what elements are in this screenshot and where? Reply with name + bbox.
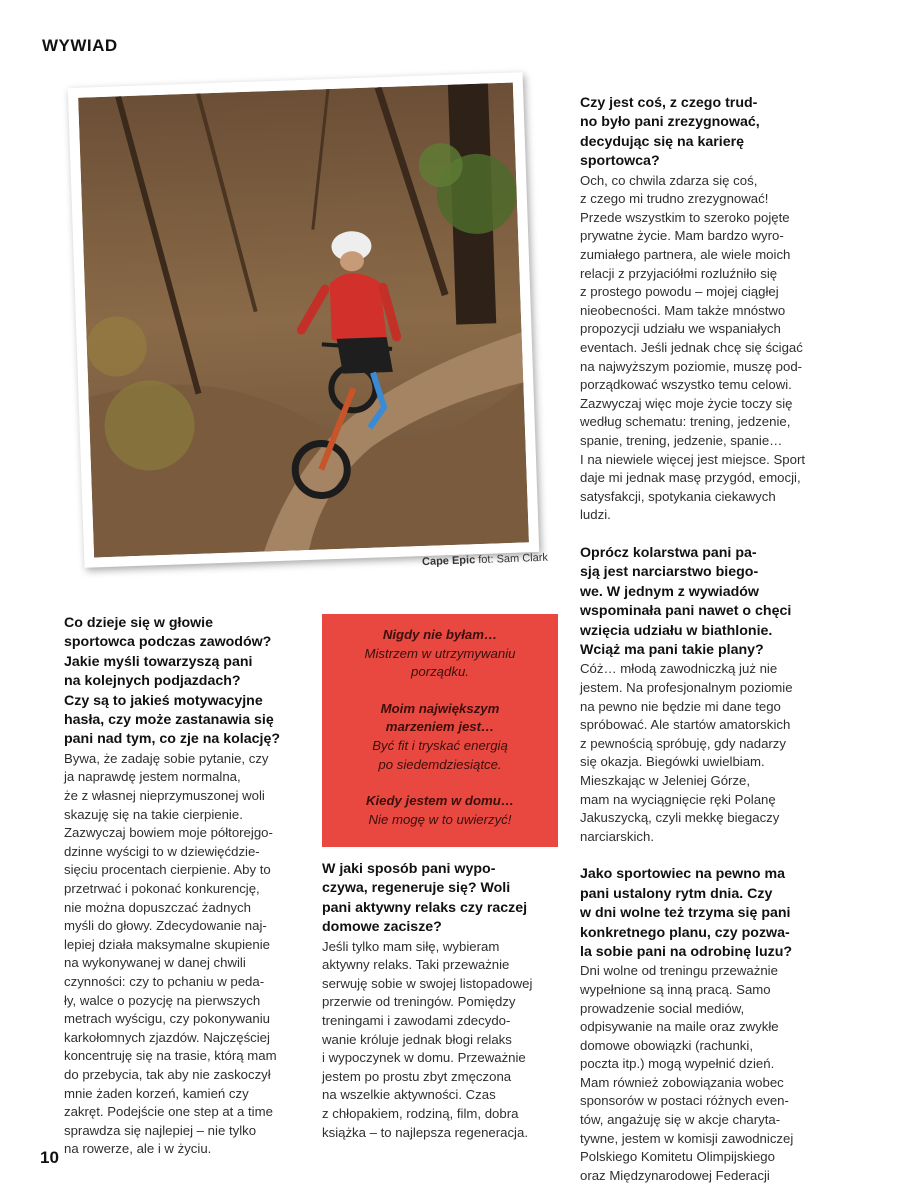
answer-line: domowe obowiązki (rachunki, bbox=[580, 1037, 753, 1053]
answer-line: Jeśli tylko mam siłę, wybieram bbox=[322, 938, 500, 954]
answer-line: oraz Międzynarodowej Federacji bbox=[580, 1167, 770, 1183]
answer-line: według schematu: trening, jedzenie, bbox=[580, 414, 791, 430]
question-line: pani aktywny relaks czy raczej bbox=[322, 899, 528, 916]
answer-line: zakręt. Podejście one step at a time bbox=[64, 1104, 273, 1120]
answer-line: sięciu procentach cierpienie. Aby to bbox=[64, 862, 271, 878]
answer-line: Mam również zobowiązania wobec bbox=[580, 1074, 784, 1090]
quote-2-lead: marzeniem jest… bbox=[385, 719, 495, 735]
answer-line: książka – to najlepsza regeneracja. bbox=[322, 1124, 528, 1140]
section-label: WYWIAD bbox=[42, 36, 118, 55]
answer-line: się okazja. Biegówki uwielbiam. bbox=[580, 754, 765, 770]
middle-column bbox=[322, 860, 559, 1142]
question bbox=[580, 865, 828, 962]
answer-line: porządkować wszystko temu celowi. bbox=[580, 377, 792, 393]
answer-line: na wykonywanej w danej chwili bbox=[64, 955, 246, 971]
question-line: la sobie pani na odrobinę luzu? bbox=[580, 943, 793, 960]
answer-line: do przebycia, tak aby nie zaskoczył bbox=[64, 1066, 271, 1082]
question-line: Jakie myśli towarzyszą pani bbox=[64, 653, 253, 670]
question-line: we. W jednym z wywiadów bbox=[580, 583, 759, 600]
answer-line: przetrwać i pokonać konkurencję, bbox=[64, 881, 260, 896]
quote-2-line: po siedemdziesiątce. bbox=[378, 756, 502, 772]
answer-line: prywatne życie. Mam bardzo wyro- bbox=[580, 228, 784, 244]
answer-line: Jakuszycką, czyli mekkę biegaczy bbox=[580, 810, 780, 826]
answer-line: ja naprawdę jestem normalna, bbox=[64, 769, 241, 785]
answer-line: Zazwyczaj bowiem moje półtorejgo- bbox=[64, 825, 273, 841]
answer-line: Och, co chwila zdarza się coś, bbox=[580, 172, 758, 188]
answer-line: ły, walce o pozycję na pierwszych bbox=[64, 992, 261, 1008]
answer-line: tów, angażuję się w akcje charyta- bbox=[580, 1112, 781, 1128]
answer-line: myśli do głowy. Zdecydowanie naj- bbox=[64, 918, 267, 934]
answer-line: metrach wyścigu, czy pokonywaniu bbox=[64, 1011, 270, 1027]
answer bbox=[580, 172, 828, 525]
answer-line: prowadzenie social mediów, bbox=[580, 1000, 745, 1016]
answer-line: że z własnej nieprzymuszonej woli bbox=[64, 788, 265, 804]
question bbox=[322, 860, 559, 938]
quote-2-lead: Moim największym bbox=[380, 700, 500, 716]
question-line: Oprócz kolarstwa pani pa- bbox=[580, 544, 757, 561]
answer-line: mnie żaden korzeń, kamień czy bbox=[64, 1085, 249, 1101]
answer-line: tywne, jestem w komisji zawodniczej bbox=[580, 1130, 794, 1146]
answer-line: mam na wyciągnięcie ręki Polanę bbox=[580, 791, 776, 807]
quote-2-line: Być fit i tryskać energią bbox=[372, 737, 508, 753]
answer-line: serwuję sobie w swojej listopadowej bbox=[322, 975, 533, 991]
answer-line: treningami i zawodami zdecydo- bbox=[322, 1013, 511, 1028]
question-line: wspominała pani nawet o chęci bbox=[580, 603, 792, 620]
answer-line: wypełnione są inną pracą. Samo bbox=[580, 981, 771, 997]
answer-line: przerwie od treningów. Pomiędzy bbox=[322, 994, 516, 1010]
answer-line: poczta itp.) mogą wypełnić dzień. bbox=[580, 1056, 775, 1072]
answer-line: na rowerze, ale i w życiu. bbox=[64, 1141, 212, 1157]
answer-line: Zazwyczaj więc moje życie toczy się bbox=[580, 395, 793, 411]
question-line: Czy jest coś, z czego trud- bbox=[580, 95, 758, 111]
quote-1-lead: Nigdy nie byłam… bbox=[382, 627, 498, 642]
question-line: Jako sportowiec na pewno ma bbox=[580, 866, 785, 883]
answer-line: karkołomnych zjazdów. Najczęściej bbox=[64, 1029, 270, 1045]
answer-line: z czego mi trudno zrezygnować! bbox=[580, 191, 769, 207]
answer-line: Cóż… młodą zawodniczką już nie bbox=[580, 661, 778, 677]
answer-line: Dni wolne od treningu przeważnie bbox=[580, 963, 778, 979]
answer-line: z pewnością spróbuję, gdy nadarzy bbox=[580, 735, 786, 751]
question bbox=[64, 614, 314, 750]
answer-line: eventach. Jeśli jednak chcę się ścigać bbox=[580, 339, 803, 355]
quote-box bbox=[322, 614, 558, 847]
answer-line: Bywa, że zadaję sobie pytanie, czy bbox=[64, 750, 269, 766]
question bbox=[580, 94, 828, 172]
answer-line: nieobecności. Mam także mnóstwo bbox=[580, 302, 786, 318]
answer-line: Polskiego Komitetu Olimpijskiego bbox=[580, 1149, 775, 1165]
question-line: sją jest narciarstwo biego- bbox=[580, 564, 759, 581]
answer-line: relacji z przyjaciółmi rozluźniło się bbox=[580, 265, 778, 281]
question-line: pani nad tym, co zje na kolację? bbox=[64, 731, 281, 748]
question-line: na kolejnych podjazdach? bbox=[64, 673, 241, 690]
answer-line: zumiałego partnera, ale wiele moich bbox=[580, 247, 791, 262]
answer-line: nie można dopuszczać żadnych bbox=[64, 899, 251, 915]
question-line: czywa, regeneruje się? Woli bbox=[322, 880, 511, 897]
answer-line: i wypoczynek w domu. Przeważnie bbox=[322, 1050, 526, 1066]
answer-line: z chłopakiem, rodziną, film, dobra bbox=[322, 1105, 519, 1121]
answer-line: propozycji udziału we wspaniałych bbox=[580, 321, 781, 337]
answer-line: sprawdza się najlepiej – nie tylko bbox=[64, 1122, 257, 1138]
quote-3-line: Nie mogę w to uwierzyć! bbox=[368, 811, 512, 827]
left-column bbox=[64, 614, 314, 1159]
quote-1-line: porządku. bbox=[411, 664, 469, 680]
quote-1-line: Mistrzem w utrzymywaniu bbox=[364, 645, 516, 661]
page-number: 10 bbox=[40, 1148, 59, 1167]
answer-line: daje mi jednak masę przygód, emocji, bbox=[580, 470, 801, 486]
caption-event: Cape Epic bbox=[421, 554, 476, 569]
question-line: wzięcia udziału w biathlonie. bbox=[580, 622, 773, 639]
right-column bbox=[580, 94, 828, 1185]
cyclist-photo bbox=[68, 72, 539, 568]
question-line: hasła, czy może zastanawia się bbox=[64, 712, 274, 729]
answer bbox=[64, 750, 314, 1159]
question bbox=[580, 544, 828, 660]
answer-line: satysfakcji, spotykania ciekawych bbox=[580, 488, 776, 504]
answer bbox=[580, 660, 828, 846]
answer-line: skazuję się na takie cierpienie. bbox=[64, 806, 243, 822]
answer-line: odpisywanie na maile oraz zwykłe bbox=[580, 1019, 779, 1035]
question-line: w dni wolne też trzyma się pani bbox=[580, 905, 791, 922]
answer-line: spróbować. Ale startów amatorskich bbox=[580, 717, 791, 733]
question-line: Wciąż ma pani takie plany? bbox=[580, 641, 764, 658]
question-line: domowe zacisze? bbox=[322, 919, 442, 936]
answer-line: Przede wszystkim to szeroko pojęte bbox=[580, 209, 790, 225]
question-line: decydując się na karierę bbox=[580, 133, 745, 150]
answer-line: ludzi. bbox=[580, 507, 611, 523]
question-line: konkretnego planu, czy pozwa- bbox=[580, 924, 790, 941]
answer-line: I na niewiele więcej jest miejsce. Sport bbox=[580, 451, 806, 467]
question-line: Co dzieje się w głowie bbox=[64, 615, 214, 631]
answer-line: z prostego powodu – mojej ciągłej bbox=[580, 284, 779, 300]
mountain-biker-image bbox=[78, 83, 529, 558]
answer-line: koncentruję się na trasie, którą mam bbox=[64, 1048, 277, 1064]
answer-line: wanie króluje jednak błogi relaks bbox=[322, 1031, 512, 1047]
answer bbox=[580, 962, 828, 1185]
question-line: W jaki sposób pani wypo- bbox=[322, 861, 496, 877]
answer-line: Mieszkając w Jeleniej Górze, bbox=[580, 772, 751, 788]
answer-line: sponsorów w postaci różnych even- bbox=[580, 1093, 789, 1109]
caption-credit: fot: Sam Clark bbox=[475, 551, 549, 567]
question-line: pani ustalony rytm dnia. Czy bbox=[580, 885, 773, 902]
answer-line: lepiej działa maksymalne skupienie bbox=[64, 936, 270, 952]
question-line: sportowca podczas zawodów? bbox=[64, 634, 272, 651]
answer-line: aktywny relaks. Taki przeważnie bbox=[322, 957, 510, 973]
answer-line: czynności: czy to pchaniu w peda- bbox=[64, 973, 265, 989]
answer-line: narciarskich. bbox=[580, 828, 655, 844]
question-line: sportowca? bbox=[580, 153, 660, 170]
answer-line: jestem. Na profesjonalnym poziomie bbox=[580, 679, 793, 695]
question-line: no było pani zrezygnować, bbox=[580, 114, 760, 131]
answer bbox=[322, 938, 559, 1143]
answer-line: na najwyższym poziomie, muszę pod- bbox=[580, 358, 803, 374]
question-line: Czy są to jakieś motywacyjne bbox=[64, 692, 263, 709]
answer-line: na wszelkie aktywności. Czas bbox=[322, 1087, 496, 1103]
quote-3-lead: Kiedy jestem w domu… bbox=[365, 793, 515, 809]
answer-line: na pewno nie będzie mi dane tego bbox=[580, 698, 781, 714]
answer-line: spanie, trening, jedzenie, spanie… bbox=[580, 432, 783, 448]
answer-line: jestem po prostu zbyt zmęczona bbox=[322, 1068, 512, 1084]
answer-line: dzinne wyścigi to w dziewięćdzie- bbox=[64, 843, 260, 859]
